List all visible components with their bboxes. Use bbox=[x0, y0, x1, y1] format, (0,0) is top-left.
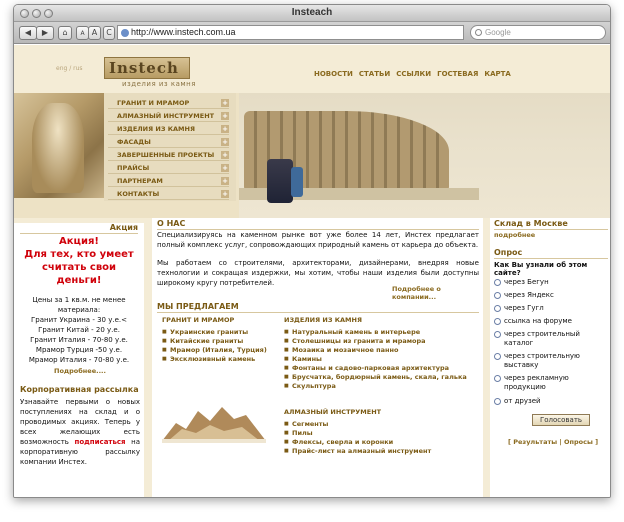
poll-option[interactable] bbox=[494, 278, 549, 287]
menu-item-partners[interactable] bbox=[108, 175, 229, 187]
separator: | bbox=[559, 438, 562, 446]
menu-item-label: ЗАВЕРШЕННЫЕ ПРОЕКТЫ bbox=[117, 151, 215, 159]
vote-button[interactable]: Голосовать bbox=[532, 414, 590, 426]
poll-option-label: через Яндекс bbox=[504, 291, 554, 299]
menu-item-facades[interactable] bbox=[108, 136, 229, 148]
radio-button[interactable] bbox=[494, 375, 501, 382]
list-item[interactable]: ■ Натуральный камень в интерьере bbox=[284, 328, 480, 337]
radio-button[interactable] bbox=[494, 305, 501, 312]
menu-item-label: ГРАНИТ И МРАМОР bbox=[117, 99, 190, 107]
left-column bbox=[14, 223, 144, 498]
list-item[interactable]: ■ Фонтаны и садово-парковая архитектура bbox=[284, 364, 480, 373]
topnav-news[interactable]: НОВОСТИ bbox=[314, 70, 353, 78]
poll-option[interactable] bbox=[494, 330, 606, 348]
plus-icon: + bbox=[222, 164, 228, 172]
language-switcher[interactable]: eng / rus bbox=[56, 65, 83, 72]
top-navigation bbox=[314, 70, 511, 78]
poll-option[interactable] bbox=[494, 374, 594, 392]
poll-question: Как Вы узнали об этом сайте? bbox=[494, 261, 588, 277]
browser-window bbox=[13, 4, 611, 498]
about-paragraph-2: Мы работаем со строителями, архитекторами, дизайнерами, внедряя новые технологии и сокращая издержки, мы хотим, чтобы наши изделия были доступны широкому кругу потребителей. bbox=[157, 259, 479, 287]
newsletter-body-end: на корпоративную рассылку компании Инстех. bbox=[20, 438, 140, 466]
back-button[interactable] bbox=[19, 26, 37, 40]
list-item[interactable]: ■ Украинские граниты bbox=[162, 328, 280, 337]
topnav-links[interactable]: ССЫЛКИ bbox=[396, 70, 432, 78]
menu-item-label: ПРАЙСЫ bbox=[117, 164, 150, 172]
price-line: Гранит Украина - 30 у.е.< bbox=[31, 316, 127, 324]
colosseum-image bbox=[239, 93, 611, 218]
rocks-image bbox=[162, 401, 266, 443]
forward-button[interactable] bbox=[36, 26, 54, 40]
about-heading: О НАС bbox=[157, 219, 479, 230]
promo-heading: Акция bbox=[20, 223, 138, 234]
forward-icon: ▶ bbox=[41, 28, 49, 37]
poll-option-label: через рекламную продукцию bbox=[504, 374, 569, 391]
diamond-tools-heading[interactable]: АЛМАЗНЫЙ ИНСТРУМЕНТ bbox=[284, 408, 382, 416]
text-larger-button[interactable] bbox=[88, 26, 101, 40]
site-favicon-icon bbox=[121, 29, 129, 37]
results-link[interactable]: Результаты bbox=[513, 438, 558, 446]
menu-item-stone-products[interactable] bbox=[108, 123, 229, 135]
bracket-close: ] bbox=[595, 438, 599, 446]
site-logo[interactable] bbox=[104, 57, 190, 79]
price-line: материала: bbox=[57, 306, 101, 314]
poll-option-label: через строительный каталог bbox=[504, 330, 580, 347]
warehouse-heading: Склад в Москве bbox=[494, 219, 608, 230]
font-small-label: A bbox=[80, 30, 85, 37]
granite-list bbox=[162, 316, 280, 364]
list-item[interactable]: ■ Брусчатка, бордюрный камень, скала, галька bbox=[284, 373, 480, 382]
about-more-link[interactable]: Подробнее о компании... bbox=[392, 285, 441, 301]
poll-option-label: ссылка на форуме bbox=[504, 317, 572, 325]
list-item[interactable]: ■ Флексы, сверла и коронки bbox=[284, 438, 480, 447]
search-field[interactable] bbox=[470, 25, 606, 40]
radio-button[interactable] bbox=[494, 331, 501, 338]
logo-subtitle: изделия из камня bbox=[122, 80, 196, 88]
menu-item-label: ФАСАДЫ bbox=[117, 138, 151, 146]
poll-option-label: от друзей bbox=[504, 397, 541, 405]
poll-heading: Опрос bbox=[494, 248, 608, 259]
menu-item-label: АЛМАЗНЫЙ ИНСТРУМЕНТ bbox=[117, 112, 215, 120]
home-button[interactable] bbox=[58, 26, 72, 40]
polls-link[interactable]: Опросы bbox=[564, 438, 593, 446]
plus-icon: + bbox=[222, 112, 228, 120]
menu-item-label: КОНТАКТЫ bbox=[117, 190, 160, 198]
list-item[interactable]: ■ Мрамор (Италия, Турция) bbox=[162, 346, 280, 355]
price-line: Мрамор Турция -50 у.е. bbox=[35, 346, 123, 354]
menu-item-prices[interactable] bbox=[108, 162, 229, 174]
poll-links bbox=[508, 438, 598, 446]
promo-line: Для тех, кто умеет bbox=[24, 249, 134, 260]
plus-icon: + bbox=[222, 125, 228, 133]
list-item[interactable]: ■ Пилы bbox=[284, 429, 480, 438]
list-item[interactable]: ■ Скульптура bbox=[284, 382, 480, 391]
radio-button[interactable] bbox=[494, 398, 501, 405]
font-large-label: A bbox=[91, 28, 98, 37]
topnav-articles[interactable]: СТАТЬИ bbox=[358, 70, 391, 78]
url-text: http://www.instech.com.ua bbox=[131, 27, 236, 37]
poll-option-label: через Гугл bbox=[504, 304, 544, 312]
main-menu bbox=[104, 93, 236, 201]
promo-line: деньги! bbox=[56, 275, 102, 286]
poll-option-label: через строительную выставку bbox=[504, 352, 580, 369]
promo-line: считать свои bbox=[41, 262, 117, 273]
granite-heading[interactable]: ГРАНИТ И МРАМОР bbox=[162, 316, 235, 324]
poll-option[interactable] bbox=[494, 304, 544, 313]
plus-icon: + bbox=[222, 99, 228, 107]
window-title: Insteach bbox=[291, 7, 333, 18]
address-bar[interactable] bbox=[117, 25, 464, 40]
stone-products-heading[interactable]: ИЗДЕЛИЯ ИЗ КАМНЯ bbox=[284, 316, 362, 324]
newsletter-text bbox=[20, 397, 140, 467]
poll-option[interactable] bbox=[494, 397, 541, 406]
radio-button[interactable] bbox=[494, 318, 501, 325]
plus-icon: + bbox=[222, 138, 228, 146]
banner bbox=[14, 93, 611, 218]
menu-item-contacts[interactable] bbox=[108, 188, 229, 200]
list-item[interactable]: ■ Столешницы из гранита и мрамора bbox=[284, 337, 480, 346]
plus-icon: + bbox=[222, 151, 228, 159]
radio-button[interactable] bbox=[494, 279, 501, 286]
radio-button[interactable] bbox=[494, 353, 501, 360]
poll-option[interactable] bbox=[494, 291, 554, 300]
subscribe-link[interactable]: подписаться bbox=[74, 438, 126, 446]
list-item[interactable]: ■ Камины bbox=[284, 355, 480, 364]
menu-item-label: ПАРТНЕРАМ bbox=[117, 177, 163, 185]
newsletter-heading: Корпоративная рассылка bbox=[20, 385, 139, 394]
poll-option[interactable] bbox=[494, 317, 572, 326]
offer-heading: МЫ ПРЕДЛАГАЕМ bbox=[157, 302, 479, 313]
search-placeholder: Google bbox=[485, 28, 511, 37]
list-item[interactable]: ■ Китайские граниты bbox=[162, 337, 280, 346]
topnav-guestbook[interactable]: ГОСТЕВАЯ bbox=[437, 70, 479, 78]
promo-more-link[interactable]: Подробнее.... bbox=[54, 367, 106, 375]
statue-image bbox=[14, 93, 104, 198]
child-figure bbox=[291, 167, 303, 197]
topnav-map[interactable]: КАРТА bbox=[484, 70, 511, 78]
menu-item-label: ИЗДЕЛИЯ ИЗ КАМНЯ bbox=[117, 125, 195, 133]
poll-option-label: через Бегун bbox=[504, 278, 549, 286]
plus-icon: + bbox=[222, 177, 228, 185]
radio-button[interactable] bbox=[494, 292, 501, 299]
title-bar bbox=[14, 5, 610, 22]
list-item[interactable]: ■ Мозаика и мозаичное панно bbox=[284, 346, 480, 355]
reload-icon: C bbox=[106, 28, 112, 37]
menu-item-projects[interactable] bbox=[108, 149, 229, 161]
price-line: Цены за 1 кв.м. не менее bbox=[32, 296, 126, 304]
site-header bbox=[14, 45, 611, 93]
main-content bbox=[152, 218, 483, 498]
list-item[interactable]: ■ Сегменты bbox=[284, 420, 480, 429]
stone-products-list bbox=[284, 316, 480, 391]
reload-button[interactable] bbox=[103, 26, 115, 40]
price-list bbox=[16, 295, 142, 365]
home-icon: ⌂ bbox=[62, 28, 68, 37]
bracket-open: [ bbox=[508, 438, 511, 446]
list-item[interactable]: ■ Прайс-лист на алмазный инструмент bbox=[284, 447, 480, 456]
warehouse-more-link[interactable]: подробнее bbox=[494, 231, 536, 239]
plus-icon: + bbox=[222, 190, 228, 198]
family-figure bbox=[267, 159, 293, 203]
poll-option[interactable] bbox=[494, 352, 594, 370]
right-column bbox=[490, 218, 611, 498]
price-line: Гранит Китай - 20 у.е. bbox=[38, 326, 120, 334]
promo-text bbox=[14, 235, 144, 287]
logo-text: Instech bbox=[109, 59, 179, 77]
menu-item-diamond-tools[interactable] bbox=[108, 110, 229, 122]
promo-line: Акция! bbox=[59, 236, 99, 247]
menu-item-granite[interactable] bbox=[108, 97, 229, 109]
newsletter-body: Узнавайте первыми о новых поступлениях на склад и о проводимых акциях. Теперь у всех желающих есть возможность bbox=[20, 398, 140, 446]
list-item[interactable]: ■ Эксклюзивный камень bbox=[162, 355, 280, 364]
diamond-tools-list bbox=[284, 408, 480, 456]
search-icon bbox=[475, 29, 482, 36]
price-line: Гранит Италия - 70-80 у.е. bbox=[30, 336, 128, 344]
about-paragraph-1: Специализируясь на каменном рынке вот уже более 14 лет, Инстех предлагает полный комплекс услуг, сопровождающих природный камень от карьера до объекта. bbox=[157, 231, 479, 249]
statue-figure bbox=[32, 103, 84, 193]
browser-toolbar bbox=[14, 22, 610, 44]
web-page bbox=[14, 45, 611, 498]
back-icon: ◀ bbox=[24, 28, 32, 37]
price-line: Мрамор Италия - 70-80 у.е. bbox=[28, 356, 130, 364]
